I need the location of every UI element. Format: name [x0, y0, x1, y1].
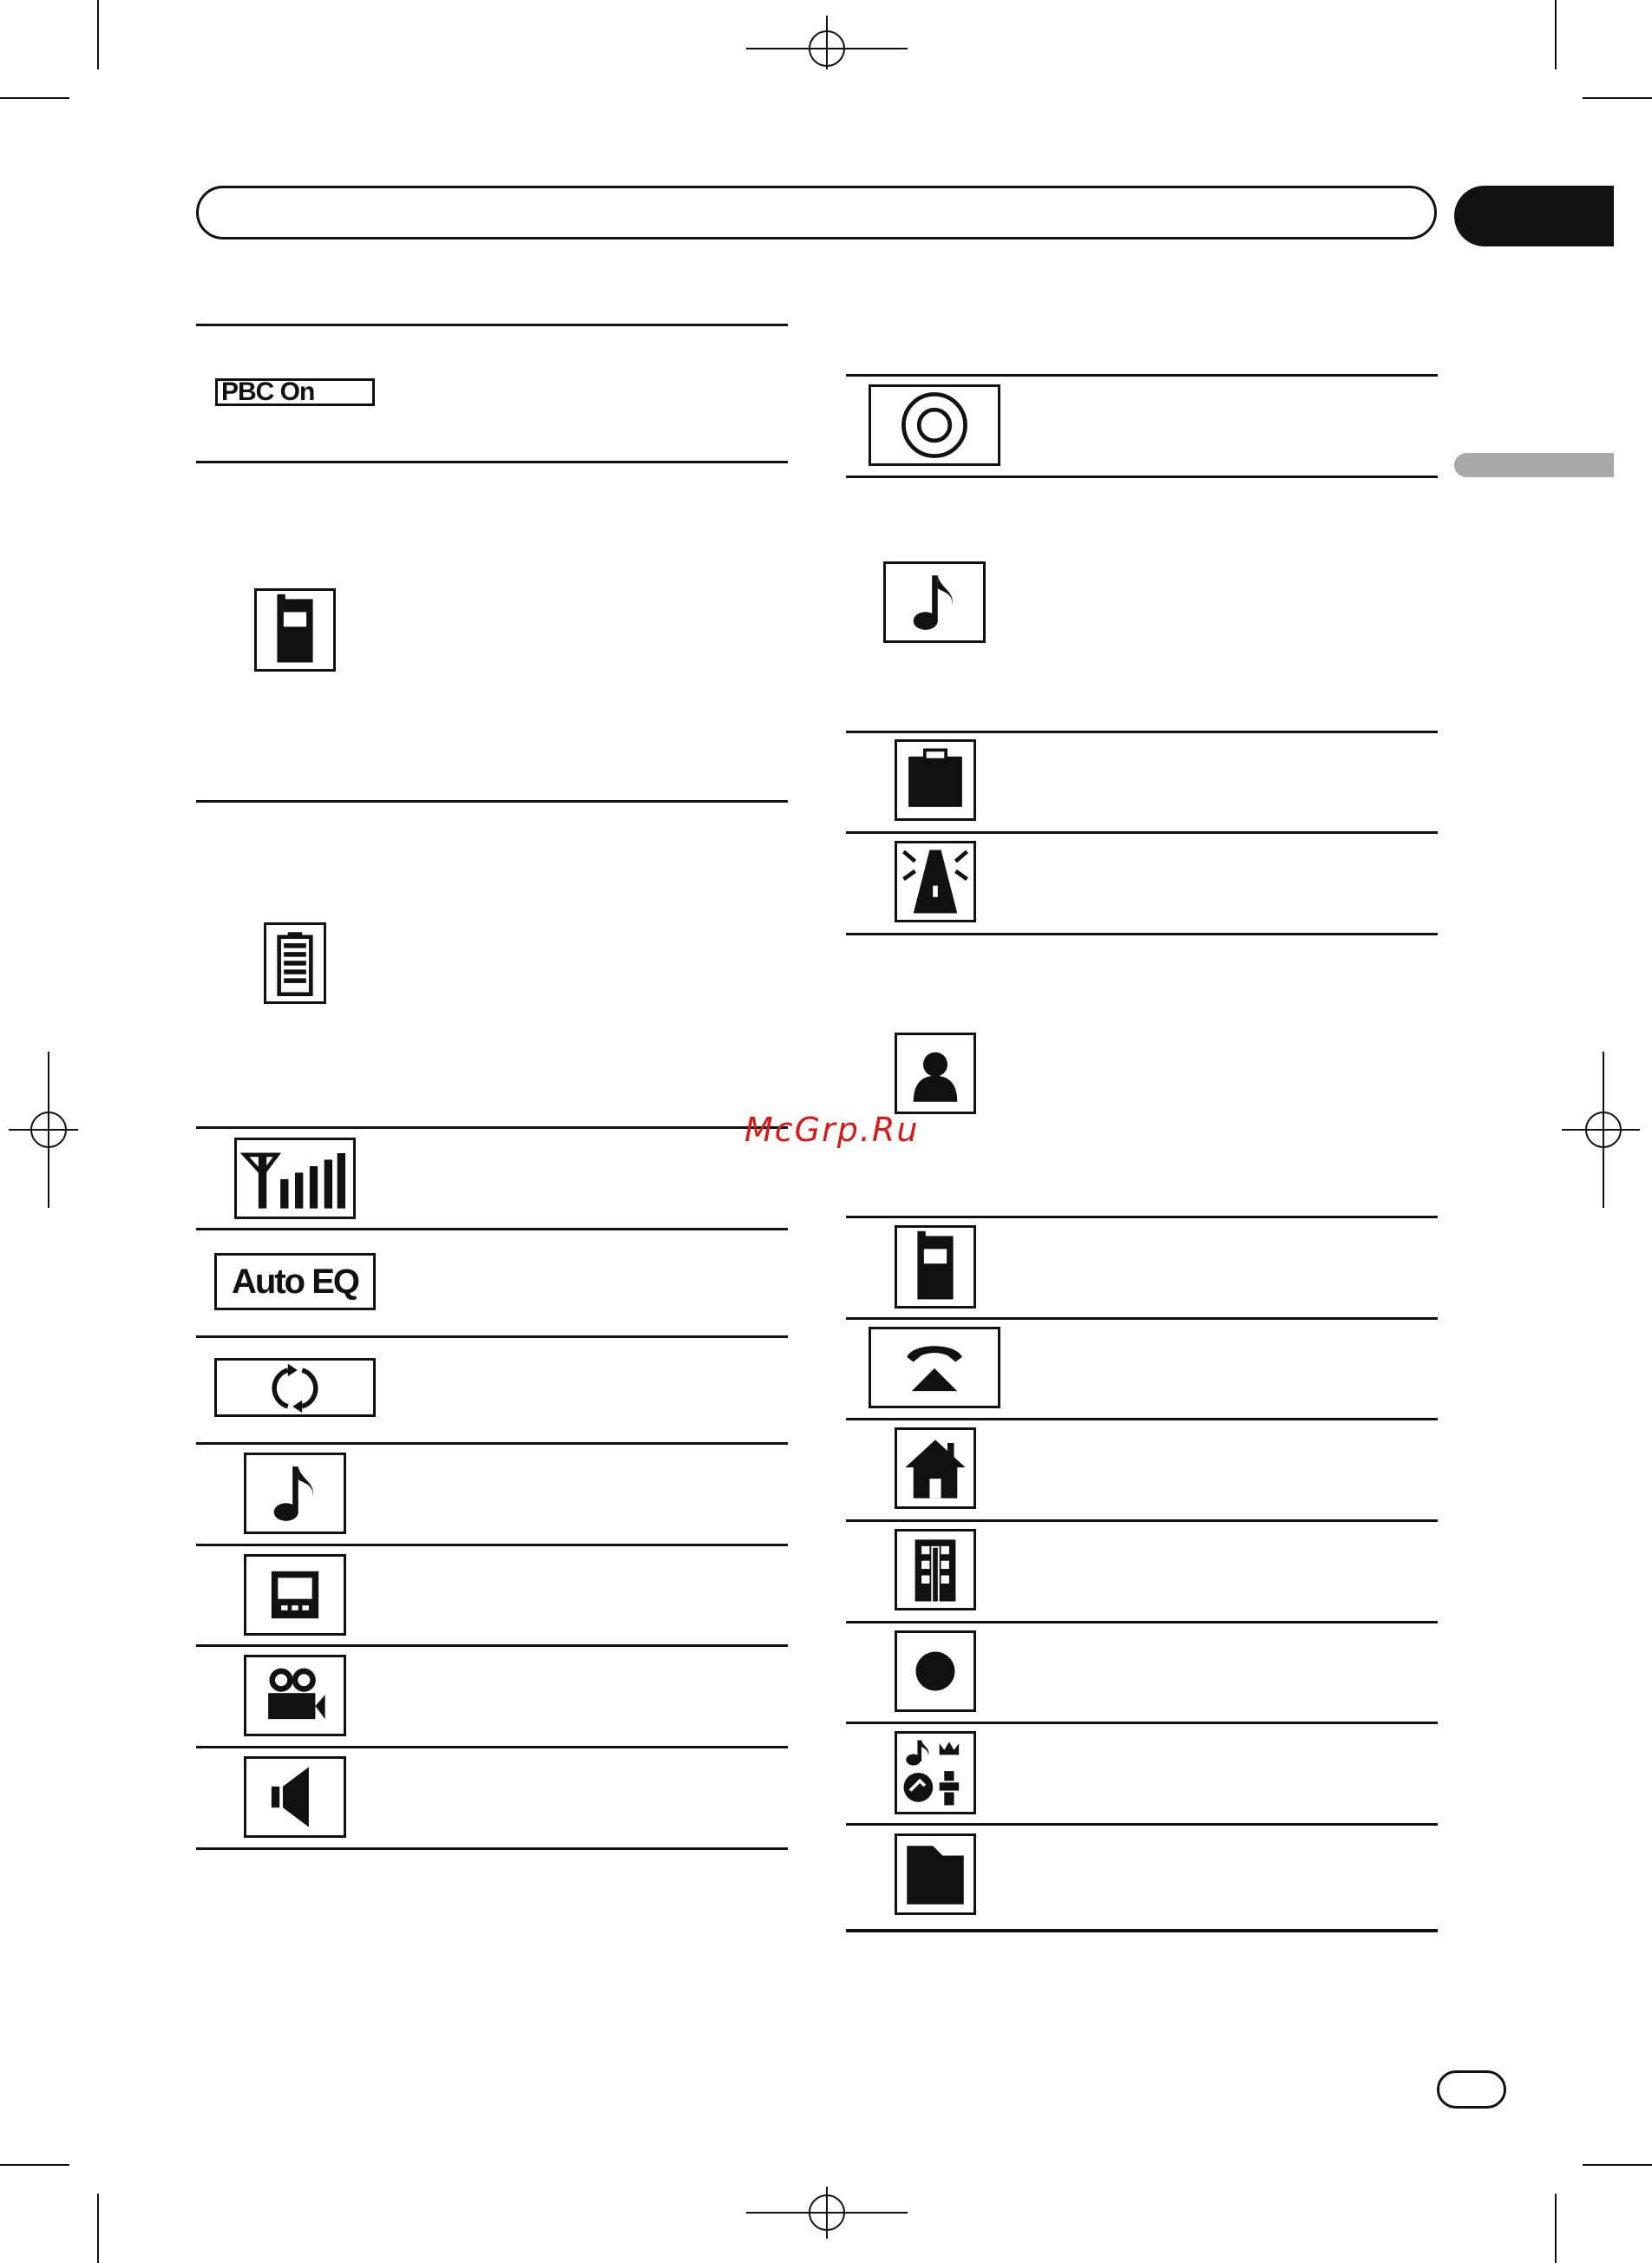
crop-mark: [1555, 2194, 1557, 2263]
speaker-icon: [244, 1756, 346, 1838]
registration-mark-bottom: [746, 2187, 908, 2263]
telephone-icon: [869, 1327, 1000, 1408]
registration-mark-top: [746, 16, 908, 102]
auto-eq-text: Auto EQ: [232, 1262, 358, 1301]
contact-person-icon: [895, 1033, 976, 1114]
office-building-icon: [895, 1529, 976, 1610]
watermark: McGrp.Ru: [744, 1111, 920, 1149]
music-note-icon: [883, 561, 986, 643]
crop-mark: [1583, 97, 1652, 99]
table-rule: [196, 1442, 788, 1445]
table-rule: [846, 731, 1438, 733]
table-rule: [846, 1823, 1438, 1826]
signal-strength-icon: [234, 1138, 356, 1219]
disc-icon: [869, 384, 1000, 466]
table-rule: [846, 1519, 1438, 1522]
home-icon: [895, 1427, 976, 1509]
music-note-icon: [244, 1453, 346, 1534]
table-rule: [846, 831, 1438, 834]
media-player-icon: [244, 1554, 346, 1636]
crop-mark: [97, 2194, 99, 2263]
page-number-badge: [1437, 2070, 1506, 2109]
battery-icon: [264, 922, 326, 1004]
media-categories-icon: [895, 1731, 976, 1814]
pbc-on-text: PBC On: [221, 377, 315, 406]
section-side-tab: [1454, 453, 1614, 477]
chapter-tab: [1454, 186, 1614, 246]
auto-eq-label: [214, 1253, 376, 1310]
table-rule: [846, 1418, 1438, 1420]
crop-mark: [0, 2164, 69, 2166]
folder-icon: [895, 1833, 976, 1915]
table-rule: [846, 1621, 1438, 1623]
crop-mark: [1555, 0, 1557, 69]
table-rule: [846, 1317, 1438, 1320]
table-rule: [846, 1722, 1438, 1724]
table-rule: [196, 461, 788, 463]
chapter-header-bar: [196, 186, 1437, 239]
crop-mark: [97, 0, 99, 69]
table-rule: [196, 800, 788, 803]
repeat-icon: [214, 1358, 376, 1417]
table-rule: [196, 1335, 788, 1338]
table-rule: [846, 1929, 1438, 1932]
mobile-phone-icon: [895, 1225, 976, 1309]
table-rule: [846, 374, 1438, 377]
registration-mark-left: [9, 1052, 78, 1208]
road-icon: [895, 841, 976, 922]
dot-icon: [895, 1630, 976, 1712]
table-rule: [196, 1847, 788, 1850]
table-rule: [196, 1126, 788, 1129]
crop-mark: [1583, 2164, 1652, 2166]
registration-mark-right: [1562, 1052, 1640, 1208]
pbc-on-label: [215, 378, 375, 406]
table-rule: [846, 933, 1438, 935]
table-rule: [196, 1644, 788, 1647]
table-rule: [846, 1216, 1438, 1218]
table-rule: [196, 1544, 788, 1546]
sd-card-icon: [895, 739, 976, 821]
crop-mark: [0, 97, 69, 99]
phone-icon: [254, 588, 336, 672]
table-rule: [196, 1228, 788, 1230]
table-rule: [846, 476, 1438, 478]
table-rule: [196, 324, 788, 326]
table-rule: [196, 1746, 788, 1748]
video-camera-icon: [244, 1655, 346, 1736]
